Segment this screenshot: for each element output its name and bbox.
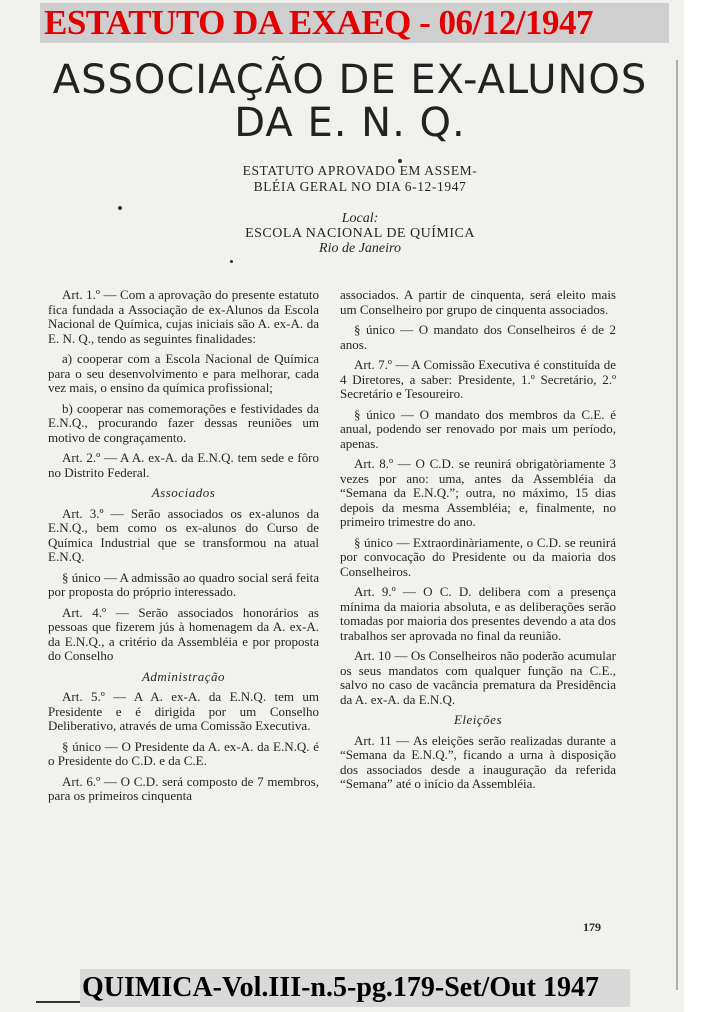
paragraph: Art. 5.º — A A. ex-A. da E.N.Q. tem um Presidente e é dirigida por um Conselho Deliberativo, através de uma Comissão Executiva. (48, 689, 319, 733)
page-fold-line (676, 60, 678, 990)
paragraph: Art. 1.º — Com a aprovação do presente estatuto fica fundada a Associação de ex-Alunos da Escola Nacional de Química, cujas iniciais são A. ex-A. da E. N. Q., tendo as seguintes finalidades: (48, 287, 319, 346)
paragraph: § único — A admissão ao quadro social será feita por proposta do próprio interessado. (48, 569, 319, 599)
paragraph: b) cooperar nas comemorações e festividades da E.N.Q., procurando fazer dessas reuniões um motivo de congraçamento. (48, 400, 319, 445)
paragraph: Art. 11 — As eleições serão realizadas durante a “Semana da E.N.Q.”, ficando a urna à disposição dos associados desde a inauguração da referida “Semana” até o início da Assembléia. (340, 732, 616, 791)
left-column (48, 288, 319, 810)
paragraph: § único — O mandato dos membros da C.E. é anual, podendo ser renovado por mais um período, apenas. (340, 406, 616, 451)
main-title-line-2: DA E. N. Q. (234, 100, 466, 146)
subtitle-line-1: ESTATUTO APROVADO EM ASSEM- (242, 163, 478, 178)
paragraph: Art. 2.º — A A. ex-A. da E.N.Q. tem sede e fôro no Distrito Federal. (48, 450, 319, 480)
bottom-rule (36, 1001, 84, 1003)
paragraph: § único — Extraordinàriamente, o C.D. se reunirá por convocação do Presidente ou da maioria dos Conselheiros. (340, 534, 616, 579)
ink-speck (118, 206, 122, 210)
local-city: Rio de Janeiro (319, 241, 401, 256)
ink-speck (230, 260, 233, 263)
page-edge (684, 0, 706, 1012)
paragraph: Art. 4.º — Serão associados honorários as pessoas que fizerem jús à homenagem da A. ex-A. da E.N.Q., a critério da Assembléia e por proposta do Conselho (48, 604, 319, 663)
paragraph: Art. 6.º — O C.D. será composto de 7 membros, para os primeiros cinquenta (48, 773, 319, 803)
footer-banner: QUIMICA-Vol.III-n.5-pg.179-Set/Out 1947 (80, 969, 630, 1007)
right-column (340, 288, 616, 798)
paragraph: Art. 7.º — A Comissão Executiva é constituída de 4 Diretores, a saber: Presidente, 1.º Secretário, 2.º Secretário e Tesoureiro. (340, 357, 616, 401)
section-heading: Administração (141, 668, 226, 684)
paragraph: § único — O Presidente da A. ex-A. da E.N.Q. é o Presidente do C.D. e da C.E. (48, 738, 319, 768)
page-number: 179 (583, 920, 601, 934)
main-title-line-1: ASSOCIAÇÃO DE EX-ALUNOS (52, 57, 648, 103)
local-name: ESCOLA NACIONAL DE QUÍMICA (245, 226, 475, 241)
paragraph: Art. 3.º — Serão associados os ex-alunos da E.N.Q., bem como os ex-alunos do Curso de Química Industrial que se transformou na atual E.N.Q. (48, 505, 319, 564)
subtitle-line-2: BLÉIA GERAL NO DIA 6-12-1947 (253, 179, 467, 194)
local-label: Local: (341, 211, 379, 226)
paragraph: Art. 10 — Os Conselheiros não poderão acumular os seus mandatos com qualquer função na C.E., salvo no caso de vacância prematura da Presidência da A. ex-A. da E.N.Q. (340, 648, 616, 707)
section-heading: Eleições (453, 712, 503, 727)
header-banner: ESTATUTO DA EXAEQ - 06/12/1947 (40, 3, 669, 43)
paragraph: a) cooperar com a Escola Nacional de Química para o seu desenvolvimento e para melhorar, cada vez mais, o ensino da química profissional; (48, 351, 319, 395)
ink-speck (398, 159, 402, 163)
paragraph: Art. 9.º — O C. D. delibera com a presença mínima da maioria absoluta, e as deliberações serão tomadas por maioria dos presentes devendo a ata dos trabalhos ser aprovada no final da reunião. (340, 584, 616, 643)
paragraph: associados. A partir de cinquenta, será eleito mais um Conselheiro por grupo de cinquenta associados. (340, 287, 616, 317)
paragraph: § único — O mandato dos Conselheiros é de 2 anos. (340, 322, 616, 352)
paragraph: Art. 8.º — O C.D. se reunirá obrigatòriamente 3 vezes por ano: uma, antes da Assembléia da “Semana da E.N.Q.”; outra, no máximo, 15 dias depois da mesma Assembléia; e, finalmente, no primeiro trimestre do ano. (340, 456, 616, 529)
section-heading: Associados (151, 485, 216, 500)
